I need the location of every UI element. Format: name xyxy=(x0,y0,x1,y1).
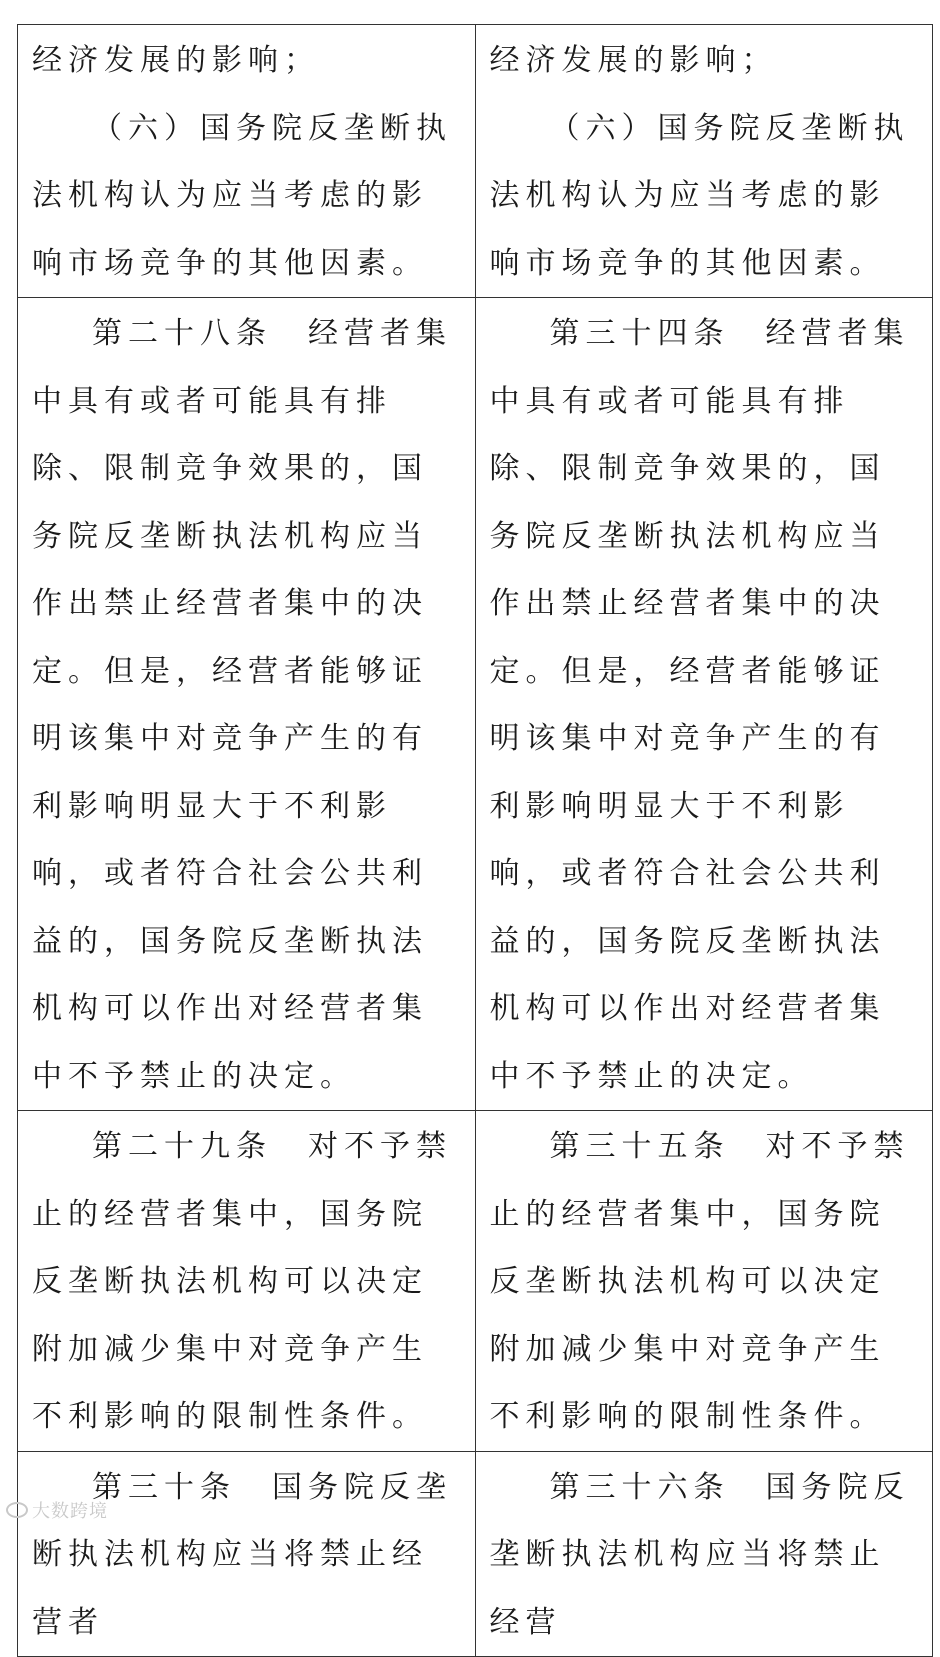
cell-paragraphs xyxy=(476,1454,933,1657)
cell-paragraphs xyxy=(476,1113,933,1451)
cell-paragraphs xyxy=(476,300,933,1110)
table-row xyxy=(18,25,933,298)
cell-revised-text xyxy=(475,1111,933,1452)
cell-revised-text xyxy=(475,25,933,298)
comparison-table xyxy=(17,24,933,1657)
cell-revised-text xyxy=(475,298,933,1111)
cell-original-text xyxy=(18,25,476,298)
paragraph: （六）国务院反垄断执法机构认为应当考虑的影响市场竞争的其他因素。 xyxy=(489,110,910,281)
paragraph: 第三十六条 国务院反垄断执法机构应当将禁止经营 xyxy=(489,1469,910,1640)
paragraph: 经济发展的影响； xyxy=(489,43,778,78)
cell-revised-text xyxy=(475,1451,933,1657)
paragraph: 第三十四条 经营者集中具有或者可能具有排除、限制竞争效果的，国务院反垄断执法机构应当作出禁止经营者集中的决定。但是，经营者能够证明该集中对竞争产生的有利影响明显大于不利影响，或者符合社会公共利益的，国务院反垄断执法机构可以作出对经营者集中不予禁止的决定。 xyxy=(489,316,910,1094)
cell-paragraphs xyxy=(18,1113,475,1451)
paragraph: （六）国务院反垄断执法机构认为应当考虑的影响市场竞争的其他因素。 xyxy=(32,110,452,281)
paragraph: 第二十九条 对不予禁止的经营者集中，国务院反垄断执法机构可以决定附加减少集中对竞争产生不利影响的限制性条件。 xyxy=(32,1129,452,1434)
cell-paragraphs xyxy=(476,27,933,297)
watermark-text: 大数跨境 xyxy=(32,1501,108,1522)
paragraph: 经济发展的影响； xyxy=(32,43,320,78)
paragraph: 第三十五条 对不予禁止的经营者集中，国务院反垄断执法机构可以决定附加减少集中对竞争产生不利影响的限制性条件。 xyxy=(489,1129,910,1434)
logo-icon xyxy=(6,1502,28,1518)
table-row xyxy=(18,298,933,1111)
cell-original-text xyxy=(18,298,476,1111)
watermark xyxy=(6,1497,108,1523)
cell-original-text xyxy=(18,1111,476,1452)
cell-paragraphs xyxy=(18,300,475,1110)
table-row xyxy=(18,1451,933,1657)
cell-original-text xyxy=(18,1451,476,1657)
paragraph: 第二十八条 经营者集中具有或者可能具有排除、限制竞争效果的，国务院反垄断执法机构应当作出禁止经营者集中的决定。但是，经营者能够证明该集中对竞争产生的有利影响明显大于不利影响，或者符合社会公共利益的，国务院反垄断执法机构可以作出对经营者集中不予禁止的决定。 xyxy=(32,316,452,1094)
cell-paragraphs xyxy=(18,1454,475,1657)
table-row xyxy=(18,1111,933,1452)
paragraph: 第三十条 国务院反垄断执法机构应当将禁止经营者 xyxy=(32,1469,452,1640)
cell-paragraphs xyxy=(18,27,475,297)
comparison-table-body xyxy=(18,25,933,1657)
